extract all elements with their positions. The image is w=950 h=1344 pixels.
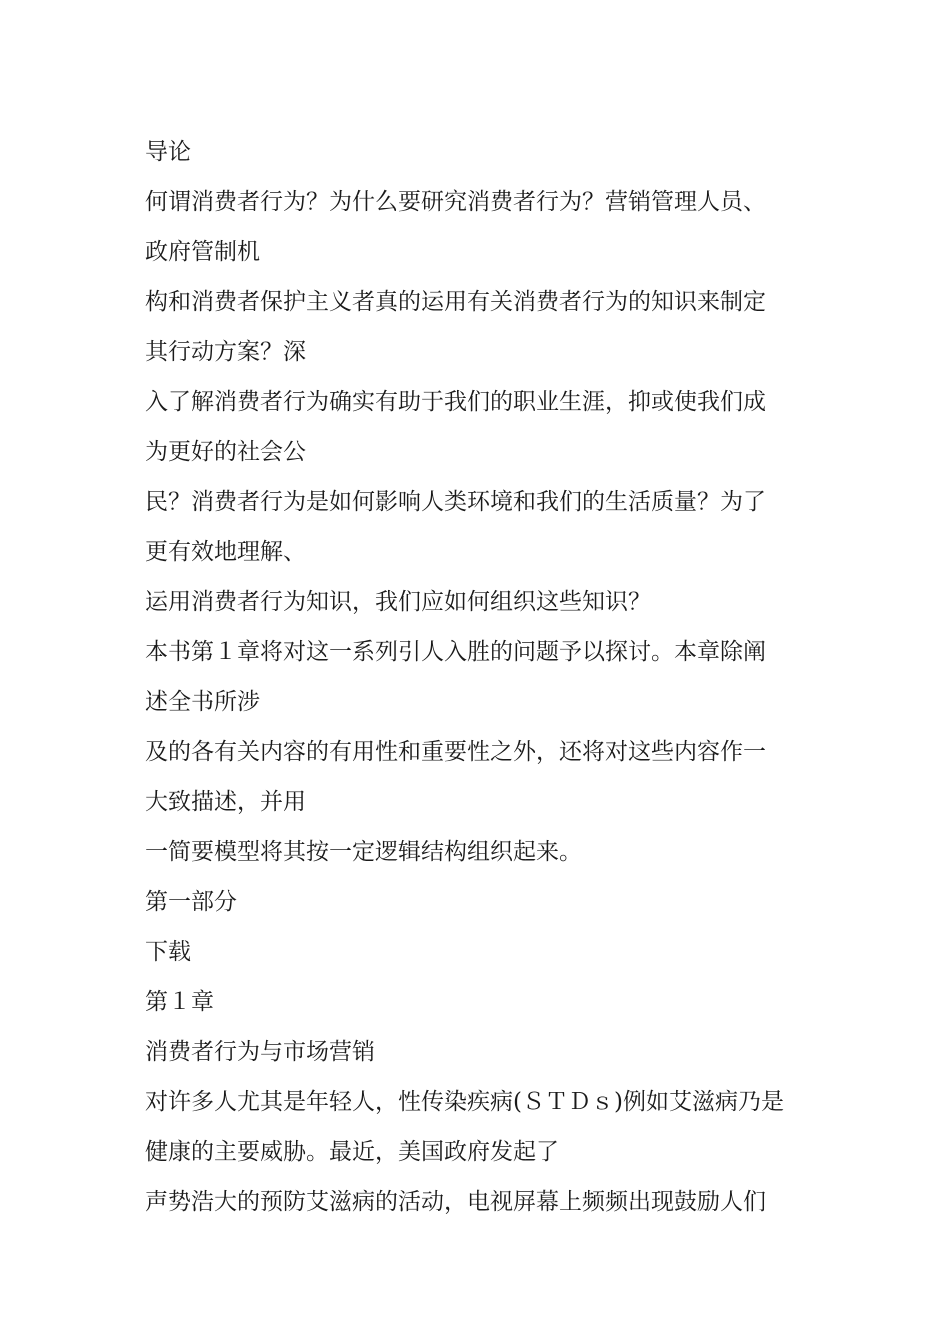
text-line: 声势浩大的预防艾滋病的活动，电视屏幕上频频出现鼓励人们: [145, 1189, 766, 1215]
heading-chapter-1: 第１章: [145, 989, 214, 1015]
text-line: 何谓消费者行为？为什么要研究消费者行为？营销管理人员、: [145, 189, 766, 215]
text-line: 运用消费者行为知识，我们应如何组织这些知识？: [145, 589, 651, 615]
text-line: 民？消费者行为是如何影响人类环境和我们的生活质量？为了: [145, 489, 766, 515]
heading-introduction: 导论: [145, 139, 191, 165]
text-line: 及的各有关内容的有用性和重要性之外，还将对这些内容作一: [145, 739, 766, 765]
text-line: 对许多人尤其是年轻人，性传染疾病(ＳＴＤｓ)例如艾滋病乃是: [145, 1089, 784, 1115]
text-line: 为更好的社会公: [145, 439, 306, 465]
text-line: 政府管制机: [145, 239, 260, 265]
text-line: 健康的主要威胁。最近，美国政府发起了: [145, 1139, 559, 1165]
text-line: 更有效地理解、: [145, 539, 306, 565]
text-line: 大致描述，并用: [145, 789, 306, 815]
text-line: 述全书所涉: [145, 689, 260, 715]
text-download: 下载: [145, 939, 191, 965]
heading-part-one: 第一部分: [145, 889, 237, 915]
text-line: 构和消费者保护主义者真的运用有关消费者行为的知识来制定: [145, 289, 766, 315]
heading-chapter-title: 消费者行为与市场营销: [145, 1039, 375, 1065]
document-body: [145, 127, 815, 1227]
text-line: 一简要模型将其按一定逻辑结构组织起来。: [145, 839, 582, 865]
text-line: 其行动方案？深: [145, 339, 306, 365]
text-line: 本书第１章将对这一系列引人入胜的问题予以探讨。本章除阐: [145, 639, 766, 665]
text-line: 入了解消费者行为确实有助于我们的职业生涯，抑或使我们成: [145, 389, 766, 415]
